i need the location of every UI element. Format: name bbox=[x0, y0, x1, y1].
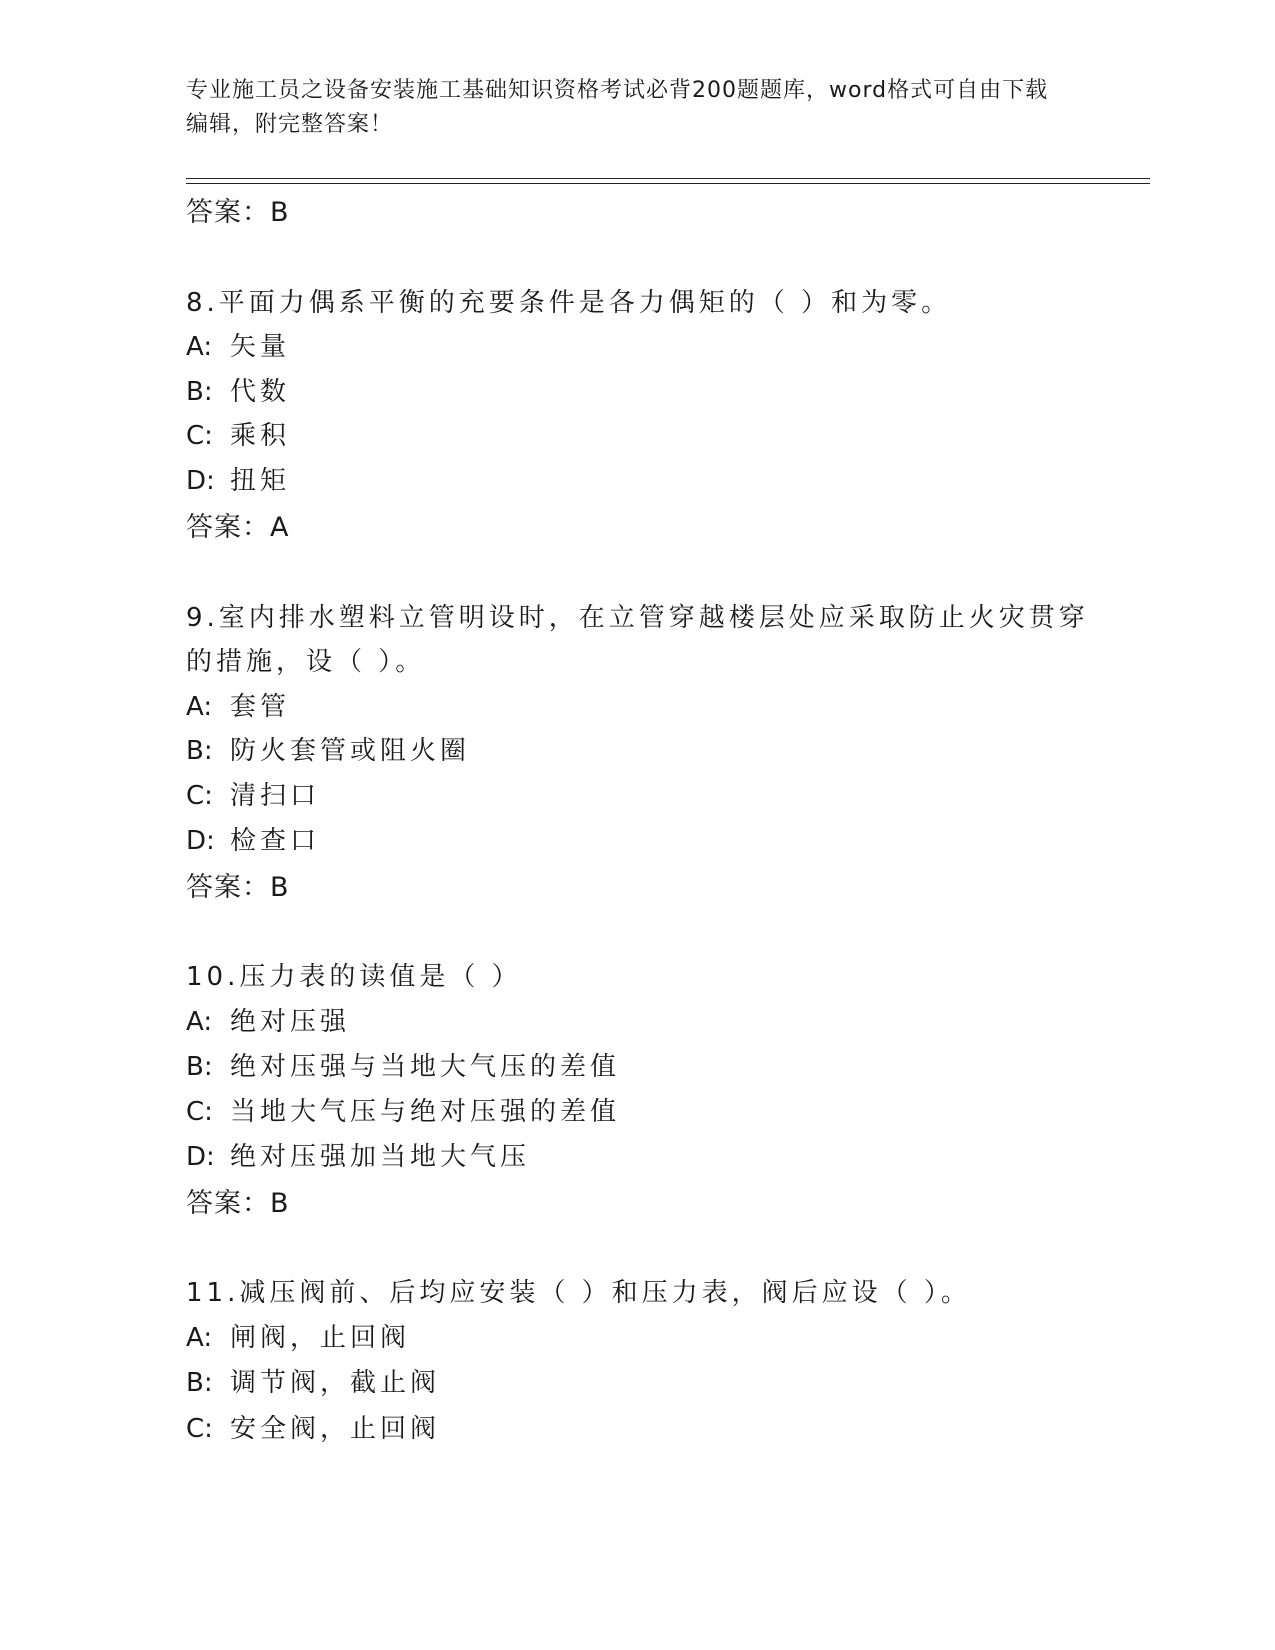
option-item bbox=[186, 1408, 440, 1445]
option-label: C: bbox=[186, 421, 213, 451]
option-item bbox=[186, 326, 290, 363]
option-item bbox=[186, 1136, 530, 1173]
option-text: 当地大气压与绝对压强的差值 bbox=[230, 1097, 621, 1127]
option-text: 绝对压强与当地大气压的差值 bbox=[230, 1052, 621, 1082]
header-divider-top bbox=[186, 178, 1150, 179]
option-text: 套管 bbox=[230, 692, 291, 722]
question-stem-continued: 的措施，设（ ）。 bbox=[186, 647, 426, 677]
answer-line: 答案：B bbox=[186, 1188, 290, 1219]
document-header: 专业施工员之设备安装施工基础知识资格考试必背200题题库，word格式可自由下载编辑，附完整答案！ bbox=[186, 78, 1049, 137]
option-text: 检查口 bbox=[230, 826, 321, 856]
option-text: 绝对压强 bbox=[230, 1007, 351, 1037]
option-label: B: bbox=[186, 1052, 213, 1082]
question-stem: 8.平面力偶系平衡的充要条件是各力偶矩的（ ）和为零。 bbox=[186, 288, 952, 318]
option-label: B: bbox=[186, 377, 213, 407]
option-label: C: bbox=[186, 1097, 213, 1127]
option-text: 乘积 bbox=[230, 421, 291, 451]
option-label: C: bbox=[186, 781, 213, 811]
answer-line: 答案：B bbox=[186, 872, 290, 903]
option-item bbox=[186, 730, 470, 767]
option-text: 代数 bbox=[230, 377, 291, 407]
option-item bbox=[186, 1317, 410, 1354]
option-item bbox=[186, 686, 290, 723]
option-label: A: bbox=[186, 332, 213, 362]
option-text: 绝对压强加当地大气压 bbox=[230, 1142, 531, 1172]
option-label: A: bbox=[186, 692, 213, 722]
option-label: D: bbox=[186, 826, 215, 856]
option-item bbox=[186, 775, 320, 812]
option-item bbox=[186, 1362, 440, 1399]
option-label: B: bbox=[186, 736, 213, 766]
option-item bbox=[186, 1091, 620, 1128]
option-item bbox=[186, 1001, 350, 1038]
option-item bbox=[186, 460, 290, 497]
option-text: 防火套管或阻火圈 bbox=[230, 736, 471, 766]
question-stem: 10.压力表的读值是（ ） bbox=[186, 962, 522, 992]
option-text: 清扫口 bbox=[230, 781, 321, 811]
option-text: 闸阀，止回阀 bbox=[230, 1323, 411, 1353]
option-text: 安全阀，止回阀 bbox=[230, 1414, 441, 1444]
option-text: 扭矩 bbox=[230, 466, 291, 496]
answer-line: 答案：B bbox=[186, 197, 290, 228]
option-label: A: bbox=[186, 1323, 213, 1353]
option-label: C: bbox=[186, 1414, 213, 1444]
option-item bbox=[186, 415, 290, 452]
option-label: A: bbox=[186, 1007, 213, 1037]
question-stem: 11.减压阀前、后均应安装（ ）和压力表，阀后应设（ ）。 bbox=[186, 1278, 971, 1308]
option-item bbox=[186, 1046, 620, 1083]
question-stem: 9.室内排水塑料立管明设时，在立管穿越楼层处应采取防止火灾贯穿 bbox=[186, 603, 1089, 633]
option-label: D: bbox=[186, 466, 215, 496]
option-label: D: bbox=[186, 1142, 215, 1172]
option-item bbox=[186, 820, 320, 857]
option-text: 调节阀，截止阀 bbox=[230, 1368, 441, 1398]
header-divider-bottom bbox=[186, 183, 1150, 184]
option-item bbox=[186, 371, 290, 408]
option-label: B: bbox=[186, 1368, 213, 1398]
answer-line: 答案：A bbox=[186, 512, 290, 543]
option-text: 矢量 bbox=[230, 332, 291, 362]
